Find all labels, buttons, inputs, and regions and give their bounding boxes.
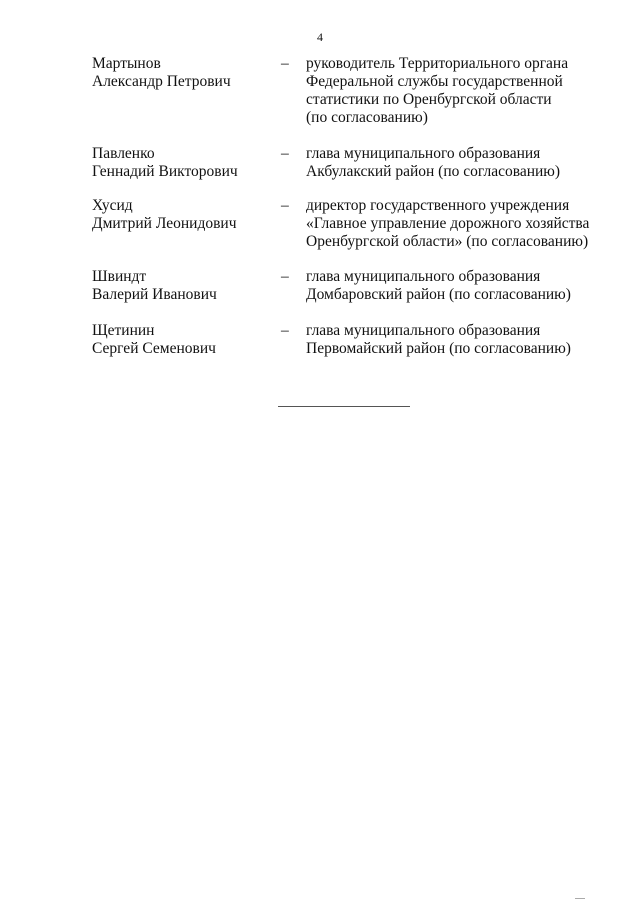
position-line: руководитель Территориального органа xyxy=(306,55,569,72)
position-line: Акбулакский район (по согласованию) xyxy=(306,163,561,180)
page-number: 4 xyxy=(317,30,323,44)
member-name xyxy=(92,55,272,91)
member-name xyxy=(92,145,272,181)
member-surname: Павленко xyxy=(92,145,155,162)
end-of-list-rule xyxy=(278,406,410,407)
position-line: «Главное управление дорожного хозяйства xyxy=(306,215,590,232)
separator-dash: – xyxy=(281,268,289,285)
member-position xyxy=(306,55,636,127)
member-name xyxy=(92,268,272,304)
member-surname: Щетинин xyxy=(92,322,155,339)
member-given-name: Валерий Иванович xyxy=(92,286,217,303)
member-position xyxy=(306,322,636,358)
position-line: глава муниципального образования xyxy=(306,145,541,162)
separator-dash: – xyxy=(281,55,289,72)
position-line: Оренбургской области» (по согласованию) xyxy=(306,233,589,250)
position-line: глава муниципального образования xyxy=(306,268,541,285)
member-surname: Швиндт xyxy=(92,268,147,285)
member-name xyxy=(92,322,272,358)
position-line: статистики по Оренбургской области xyxy=(306,91,552,108)
member-given-name: Сергей Семенович xyxy=(92,340,216,357)
position-line: глава муниципального образования xyxy=(306,322,541,339)
separator-dash: – xyxy=(281,197,289,214)
position-line: Федеральной службы государственной xyxy=(306,73,563,90)
position-line: (по согласованию) xyxy=(306,109,428,126)
member-position xyxy=(306,145,636,181)
member-position xyxy=(306,268,636,304)
member-given-name: Александр Петрович xyxy=(92,73,231,90)
position-line: Домбаровский район (по согласованию) xyxy=(306,286,571,303)
position-line: Первомайский район (по согласованию) xyxy=(306,340,571,357)
member-position xyxy=(306,197,636,251)
separator-dash: – xyxy=(281,322,289,339)
position-line: директор государственного учреждения xyxy=(306,197,570,214)
separator-dash: – xyxy=(281,145,289,162)
member-given-name: Геннадий Викторович xyxy=(92,163,238,180)
member-surname: Хусид xyxy=(92,197,133,214)
member-surname: Мартынов xyxy=(92,55,161,72)
corner-mark xyxy=(575,898,585,899)
member-name xyxy=(92,197,272,233)
member-given-name: Дмитрий Леонидович xyxy=(92,215,237,232)
